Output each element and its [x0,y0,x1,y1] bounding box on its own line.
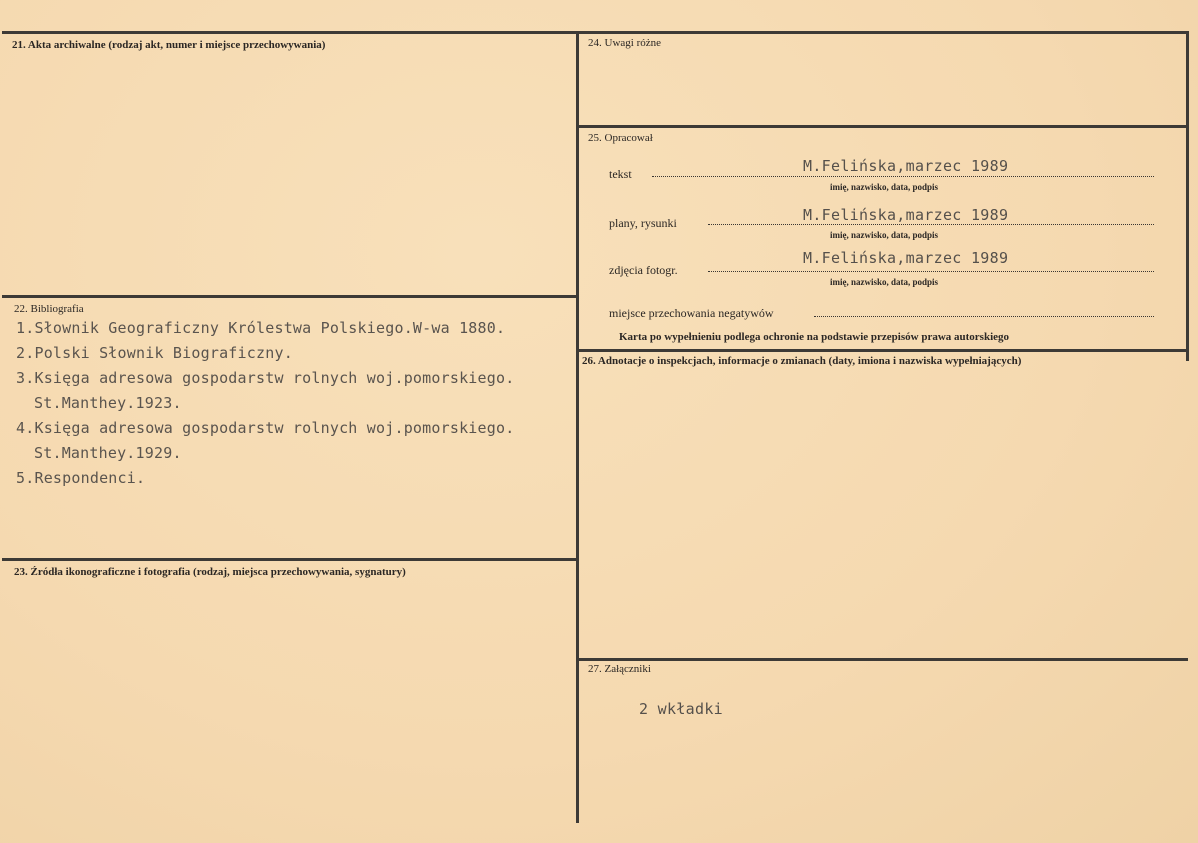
copyright-note: Karta po wypełnieniu podlega ochronie na podstawie przepisów prawa autorskiego [619,331,1010,343]
divider-25-26 [578,349,1188,352]
center-divider [576,31,579,823]
plany-value: M.Felińska,marzec 1989 [803,206,1009,224]
plany-label: plany, rysunki [609,216,677,230]
tekst-label: tekst [609,167,632,181]
top-border [2,31,1188,34]
zdjecia-label: zdjęcia fotogr. [609,263,678,277]
divider-22-23 [2,558,578,561]
plany-dotted-line [708,224,1154,225]
divider-21-22 [2,295,578,298]
list-item: St.Manthey.1923. [34,394,182,412]
right-border [1186,31,1189,361]
list-item: 5.Respondenci. [16,469,146,487]
section-24-label: 24. Uwagi różne [588,37,662,49]
tekst-dotted-line [652,176,1154,177]
section-26-label: 26. Adnotacje o inspekcjach, informacje o zmianach (daty, imiona i nazwiska wypełniających) [582,355,1022,367]
divider-26-27 [578,658,1188,661]
zalaczniki-value: 2 wkładki [639,700,723,718]
section-23-label: 23. Źródła ikonograficzne i fotografia (rodzaj, miejsca przechowywania, sygnatury) [14,566,406,578]
plany-caption: imię, nazwisko, data, podpis [830,230,939,240]
list-item: St.Manthey.1929. [34,444,182,462]
divider-24-25 [578,125,1188,128]
list-item: 3.Księga adresowa gospodarstw rolnych woj.pomorskiego. [16,369,515,387]
bibliography-list [16,316,514,491]
list-item: 2.Polski Słownik Biograficzny. [16,344,293,362]
list-item: 4.Księga adresowa gospodarstw rolnych woj.pomorskiego. [16,419,515,437]
zdjecia-caption: imię, nazwisko, data, podpis [830,277,939,287]
section-25-label: 25. Opracował [588,132,653,144]
tekst-caption: imię, nazwisko, data, podpis [830,182,939,192]
section-22-label: 22. Bibliografia [14,303,84,315]
negatywy-dotted-line [814,316,1154,317]
section-21-label: 21. Akta archiwalne (rodzaj akt, numer i miejsce przechowywania) [12,39,326,51]
zdjecia-dotted-line [708,271,1154,272]
list-item: 1.Słownik Geograficzny Królestwa Polskiego.W-wa 1880. [16,319,506,337]
negatywy-label: miejsce przechowania negatywów [609,306,774,320]
section-27-label: 27. Załączniki [588,663,651,675]
zdjecia-value: M.Felińska,marzec 1989 [803,249,1009,267]
tekst-value: M.Felińska,marzec 1989 [803,157,1009,175]
